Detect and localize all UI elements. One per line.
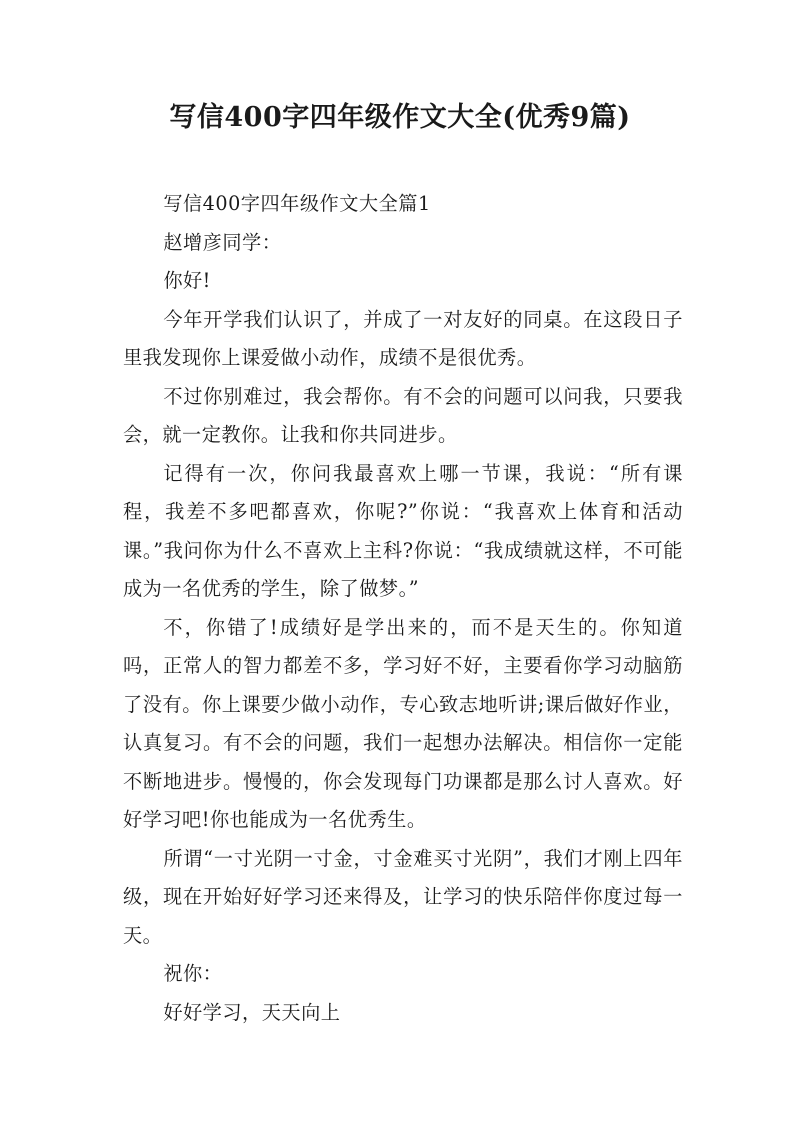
body-paragraph: 今年开学我们认识了，并成了一对友好的同桌。在这段日子里我发现你上课爱做小动作，成绩不是很优秀。: [123, 307, 683, 369]
greeting: 你好!: [163, 269, 211, 292]
body-paragraph: 不，你错了!成绩好是学出来的，而不是天生的。你知道吗，正常人的智力都差不多，学习好不好，主要看你学习动脑筋了没有。你上课要少做小动作，专心致志地听讲;课后做好作业，认真复习。有不会的问题，我们一起想办法解决。相信你一定能不断地进步。慢慢的，你会发现每门功课都是那么讨人喜欢。好好学习吧!你也能成为一名优秀生。: [123, 615, 683, 831]
body-paragraph: 记得有一次，你问我最喜欢上哪一节课，我说：“所有课程，我差不多吧都喜欢，你呢?”你说：“我喜欢上体育和活动课。”我问你为什么不喜欢上主科?你说：“我成绩就这样，不可能成为一名优秀的学生，除了做梦。”: [123, 461, 683, 600]
body-paragraph: 不过你别难过，我会帮你。有不会的问题可以问我，只要我会，就一定教你。让我和你共同进步。: [123, 384, 683, 446]
document-title: 写信400字四年级作文大全(优秀9篇): [169, 102, 631, 133]
closing-line: 祝你：: [163, 962, 223, 985]
body-paragraph: 所谓“一寸光阴一寸金，寸金难买寸光阴”，我们才刚上四年级，现在开始好好学习还来得及，让学习的快乐陪伴你度过每一天。: [123, 846, 683, 947]
salutation: 赵增彦同学：: [163, 230, 282, 254]
closing-wish: 好好学习，天天向上: [163, 1000, 341, 1024]
section-heading: 写信400字四年级作文大全篇1: [163, 192, 431, 215]
document-body: [123, 185, 683, 1032]
